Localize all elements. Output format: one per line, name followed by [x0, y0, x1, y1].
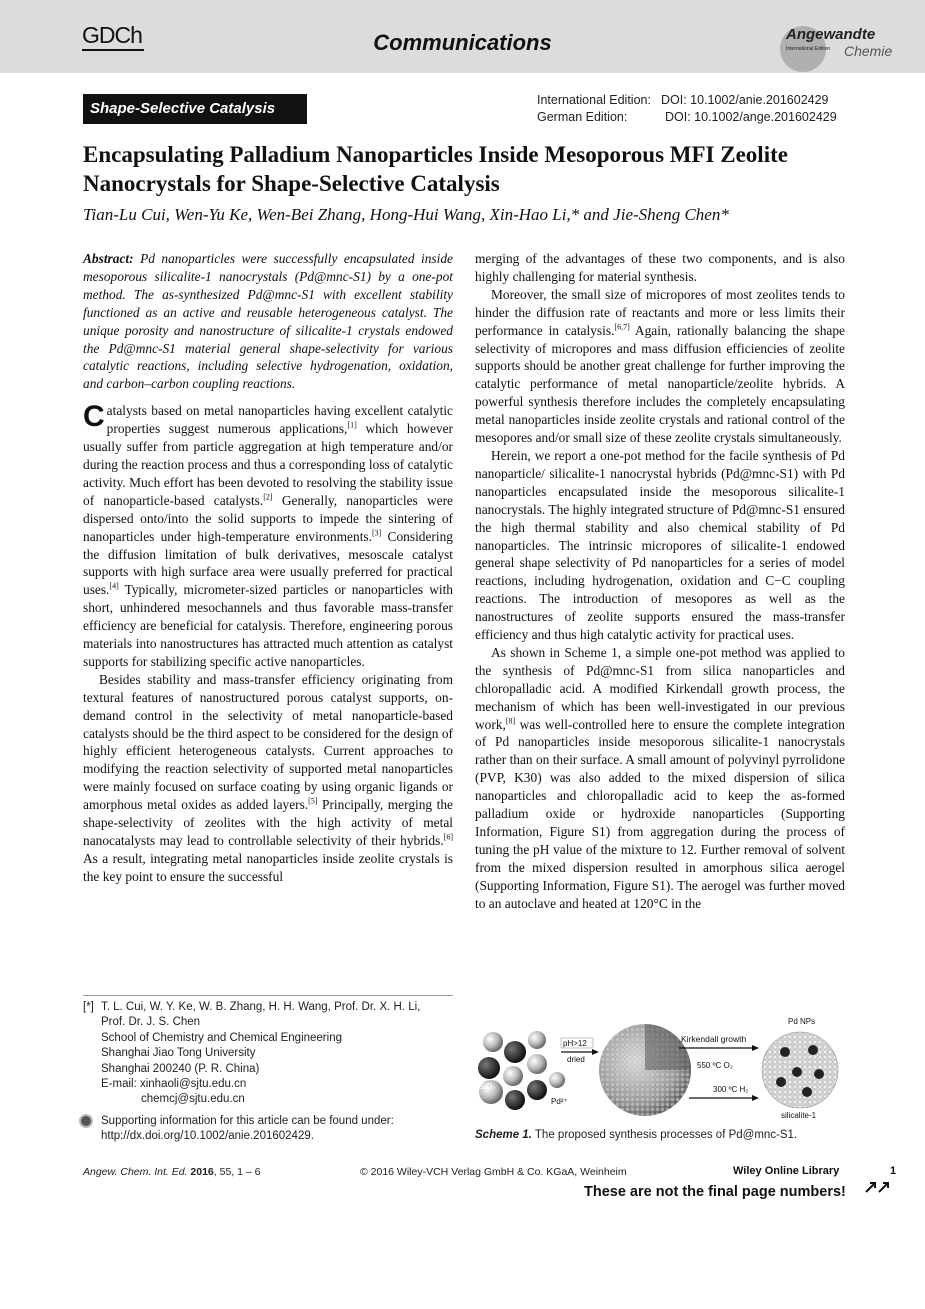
- p1-text-a: atalysts based on metal nanoparticles having excellent catalytic properties suggest numerous applications,: [106, 403, 453, 437]
- silica-ball: [549, 1072, 565, 1088]
- p2-text-a: Besides stability and mass-transfer efficiency originating from textural features of nanostructured porous catalyst supports, on-demand control in the selectivity of metal nanoparticle-based catalysts should be the third aspect to be considered for the design of highly efficient heterogeneous catalysts. Current approaches to modifying the reaction selectivity of supported metal nanoparticles were mainly focused on surface coating by using organic ligands or amorphous metal oxides as added layers.: [83, 671, 453, 813]
- pd-np: [814, 1069, 824, 1079]
- p3-text-b: Again, rationally balancing the shape selectivity of micropores and mass diffusion efficiencies of zeolite supports should be another great challenge for further improving the catalytic performance of metal nanoparticle/zeolite hybrids. A powerful synthesis therefore includes the completely encapsulating metal nanoparticles inside zeolite crystals and rational control of the mesopores and/or small size of these zeolite crystals simultaneously.: [475, 322, 845, 446]
- p5-text-a: As shown in Scheme 1, a simple one-pot method was applied to the synthesis of Pd@mnc-S1 from silica nanoparticles and chloropalladic acid. A modified Kirkendall growth process, the mechanism of which has been well-investigated in our previous work,: [475, 644, 845, 732]
- silica-ball: [528, 1031, 546, 1049]
- paragraph-3: [475, 286, 845, 447]
- p1-text-b: which however usually suffer from particle aggregation at high temperature and/or during the reaction process and thus a corresponding loss of catalytic activity. Much effort has been devoted to resolving the stability issue of nanoparticle-based catalysts.: [83, 421, 453, 508]
- pd-np: [802, 1087, 812, 1097]
- footnote-line: T. L. Cui, W. Y. Ke, W. B. Zhang, H. H. Wang, Prof. Dr. X. H. Li,: [101, 1001, 421, 1013]
- doi-intl-value[interactable]: DOI: 10.1002/anie.201602429: [661, 93, 829, 107]
- email-line-2[interactable]: chemcj@sjtu.edu.cn: [141, 1093, 245, 1106]
- ref-4[interactable]: [4]: [109, 581, 119, 591]
- pd-np: [792, 1067, 802, 1077]
- arrow-head-1: [592, 1049, 599, 1055]
- p2-text-b: Principally, merging the shape-selectivity of zeolites with the high activity of metal nanocatalysts may lead to controllable selectivity of their hybrids.: [83, 797, 453, 848]
- doi-intl-label: International Edition:: [537, 93, 651, 107]
- pd-np: [808, 1045, 818, 1055]
- pd-nps-label: Pd NPs: [788, 1017, 816, 1026]
- pd-ion-label: Pd²⁺: [551, 1097, 568, 1106]
- abstract-text: Pd nanoparticles were successfully encapsulated inside mesoporous silicalite-1 nanocrystals (Pd@mnc-S1) by a one-pot method. The as-synthesized Pd@mnc-S1 with excellent stability functioned as an active and reusable heterogeneous catalyst. The unique porosity and nanostructure of silicalite-1 crystals endowed the Pd@mnc-S1 material general shape-selectivity for various catalytic reactions, including selective hydrogenation, oxidation, and carbon–carbon coupling reactions.: [83, 251, 453, 392]
- footnote-line: Prof. Dr. J. S. Chen: [101, 1016, 201, 1029]
- pd-np: [776, 1077, 786, 1087]
- double-arrow-icon: [864, 1178, 892, 1194]
- footnote-line: Shanghai 200240 (P. R. China): [101, 1062, 260, 1075]
- paragraph-4: Herein, we report a one-pot method for the facile synthesis of Pd nanoparticle/ silicalite-1 nanocrystal hybrids (Pd@mnc-S1) with Pd nanoparticles encapsulated inside the mesoporous silicalite-1 nanocrystals. The highly integrated structure of Pd@mnc-S1 ensured the high thermal stability and also chemical stability of Pd nanoparticles. The intrinsic micropores of silicalite-1 endowed general shape selectivity of Pd nanoparticles for a series of model reactions, including hydrogenation, oxidation and C−C coupling reactions. The introduction of mesopores as well as the nanostructures of zeolite supports ensured the mass-transfer efficiency and thus high catalytic activity for practical uses.: [475, 447, 845, 643]
- footnote-line: Shanghai Jiao Tong University: [101, 1047, 256, 1060]
- supporting-info-note: [83, 1114, 453, 1145]
- copyright-notice: © 2016 Wiley-VCH Verlag GmbH & Co. KGaA, Weinheim: [360, 1166, 627, 1178]
- abstract-label: Abstract:: [83, 251, 134, 266]
- dried-label: dried: [567, 1055, 585, 1064]
- arrow-head-3: [752, 1095, 759, 1101]
- page-number: 1: [890, 1165, 897, 1177]
- supporting-info-cd-icon: [79, 1114, 93, 1128]
- gdch-logo-text: GDCh: [82, 22, 142, 48]
- doi-german-value[interactable]: DOI: 10.1002/ange.201602429: [665, 110, 837, 124]
- pd-ball: [505, 1090, 525, 1110]
- journal-year: 2016: [190, 1166, 214, 1178]
- angewandte-logo: [780, 24, 900, 68]
- pd-np: [780, 1047, 790, 1057]
- brand-chemie: Chemie: [844, 43, 893, 59]
- sio2-label: SiO₂: [479, 1082, 496, 1091]
- ref-2[interactable]: [2]: [263, 492, 273, 502]
- doi-block: [537, 92, 837, 126]
- doi-intl-row: [537, 92, 837, 109]
- footnote-rule: [83, 995, 453, 996]
- paragraph-2: [83, 671, 453, 886]
- doi-german-row: [537, 109, 837, 126]
- pd-ball: [478, 1057, 500, 1079]
- section-title: Communications: [373, 30, 552, 55]
- ref-5[interactable]: [5]: [308, 796, 318, 806]
- scheme-caption-text: The proposed synthesis processes of Pd@mnc-S1.: [534, 1129, 798, 1141]
- abstract: [83, 250, 453, 393]
- scheme-caption-label: Scheme 1.: [475, 1129, 532, 1141]
- supporting-info-link[interactable]: http://dx.doi.org/10.1002/anie.201602429.: [101, 1130, 314, 1143]
- final-page-numbers-note: These are not the final page numbers!: [584, 1184, 846, 1200]
- left-column: [83, 250, 453, 886]
- supporting-info-text: Supporting information for this article can be found under:: [101, 1115, 394, 1127]
- p1-text-c: Generally, nanoparticles were dispersed onto/into the solid supports to impede the sintering of nanoparticles under high-temperature environments.: [83, 492, 454, 544]
- article-title: Encapsulating Palladium Nanoparticles Inside Mesoporous MFI Zeolite Nanocrystals for Shape-Selective Catalysis: [83, 142, 788, 196]
- p2-text-c: As a result, integrating metal nanoparticles inside zeolite crystals is the key point to ensure the successful: [83, 850, 453, 884]
- reduction-label: 300 ºC H₂: [713, 1085, 749, 1094]
- kirkendall-label: Kirkendall growth: [681, 1034, 747, 1044]
- right-column: [475, 250, 845, 913]
- p1-text-d: Considering the diffusion limitation of bulk derivatives, mesoscale catalyst supports with high surface area were usually preferred for practical uses.: [83, 528, 453, 598]
- pd-ball: [504, 1041, 526, 1063]
- journal-name: Angew. Chem. Int. Ed.: [83, 1166, 188, 1178]
- ph-label: pH>12: [563, 1039, 587, 1048]
- silica-ball: [503, 1066, 523, 1086]
- silica-ball: [483, 1032, 503, 1052]
- silica-ball: [527, 1054, 547, 1074]
- paragraph-5: [475, 644, 845, 913]
- silicalite-label: silicalite-1: [781, 1111, 817, 1120]
- p3-text-a: Moreover, the small size of micropores of most zeolites tends to hinder the diffusion rate of reactants and more or less limits their performance in catalysis.: [475, 286, 845, 338]
- paragraph-1: [83, 402, 453, 671]
- journal-citation: [83, 1166, 260, 1178]
- ref-6-7[interactable]: [6,7]: [614, 322, 630, 332]
- p5-text-b: was well-controlled here to ensure the complete integration of Pd nanoparticles inside mesoporous silicalite-1 nanocrystals rather than on their surface. A small amount of polyvinyl pyrrolidone (PVP, K30) was also added to the mixed dispersion of silica nanoparticles and chloropalladic acid to keep the as-formed palladium oxide or hydroxide nanoparticles (Supporting Information, Figure S1) from aggregation during the process of tuning the pH value of the mixture to 12. Further removal of solvent from the mixed dispersion resulted in amorphous silica aerogel (Supporting Information, Figure S1). The aerogel was further moved to an autoclave and heated at 120°C in the: [475, 716, 846, 911]
- aerogel-cutaway: [645, 1024, 691, 1070]
- topic-badge: Shape-Selective Catalysis: [83, 94, 307, 124]
- email-line[interactable]: E-mail: xinhaoli@sjtu.edu.cn: [101, 1078, 247, 1091]
- drop-cap: C: [83, 400, 105, 434]
- ref-3[interactable]: [3]: [371, 528, 382, 538]
- brand-name: Angewandte: [786, 26, 876, 43]
- footnote-line: School of Chemistry and Chemical Engineering: [101, 1031, 342, 1044]
- scheme-caption: [475, 1129, 845, 1141]
- scheme-1-figure: [475, 1012, 845, 1124]
- doi-german-label: German Edition:: [537, 110, 628, 124]
- article-authors: Tian-Lu Cui, Wen-Yu Ke, Wen-Bei Zhang, Hong-Hui Wang, Xin-Hao Li,* and Jie-Sheng Chen*: [83, 205, 729, 224]
- paragraph-2-continued: merging of the advantages of these two components, and is also highly challenging for material synthesis.: [475, 251, 845, 284]
- p1-text-e: Typically, micrometer-sized particles or nanoparticles with short, unhindered mesochannels and thus favorable mass-transfer efficiency are beneficial for catalysis. Therefore, engineering porous materials into nanostructures has attracted much attention as catalyst supports for stabilizing specific active nanoparticles.: [83, 582, 453, 669]
- affiliation-footnote: [83, 1000, 453, 1108]
- ref-8[interactable]: [8]: [505, 716, 516, 726]
- pd-ball: [527, 1080, 547, 1100]
- brand-subtitle: International Edition: [786, 46, 831, 52]
- calcination-label: 550 ºC O₂: [697, 1061, 733, 1070]
- ref-6[interactable]: [6]: [443, 832, 453, 842]
- wiley-online-library-link[interactable]: Wiley Online Library: [733, 1165, 840, 1177]
- ref-1[interactable]: [1]: [347, 420, 357, 430]
- footnote-mark: [*]: [83, 1001, 94, 1013]
- journal-volume: , 55, 1 – 6: [213, 1166, 261, 1178]
- arrow-head-2: [752, 1045, 759, 1051]
